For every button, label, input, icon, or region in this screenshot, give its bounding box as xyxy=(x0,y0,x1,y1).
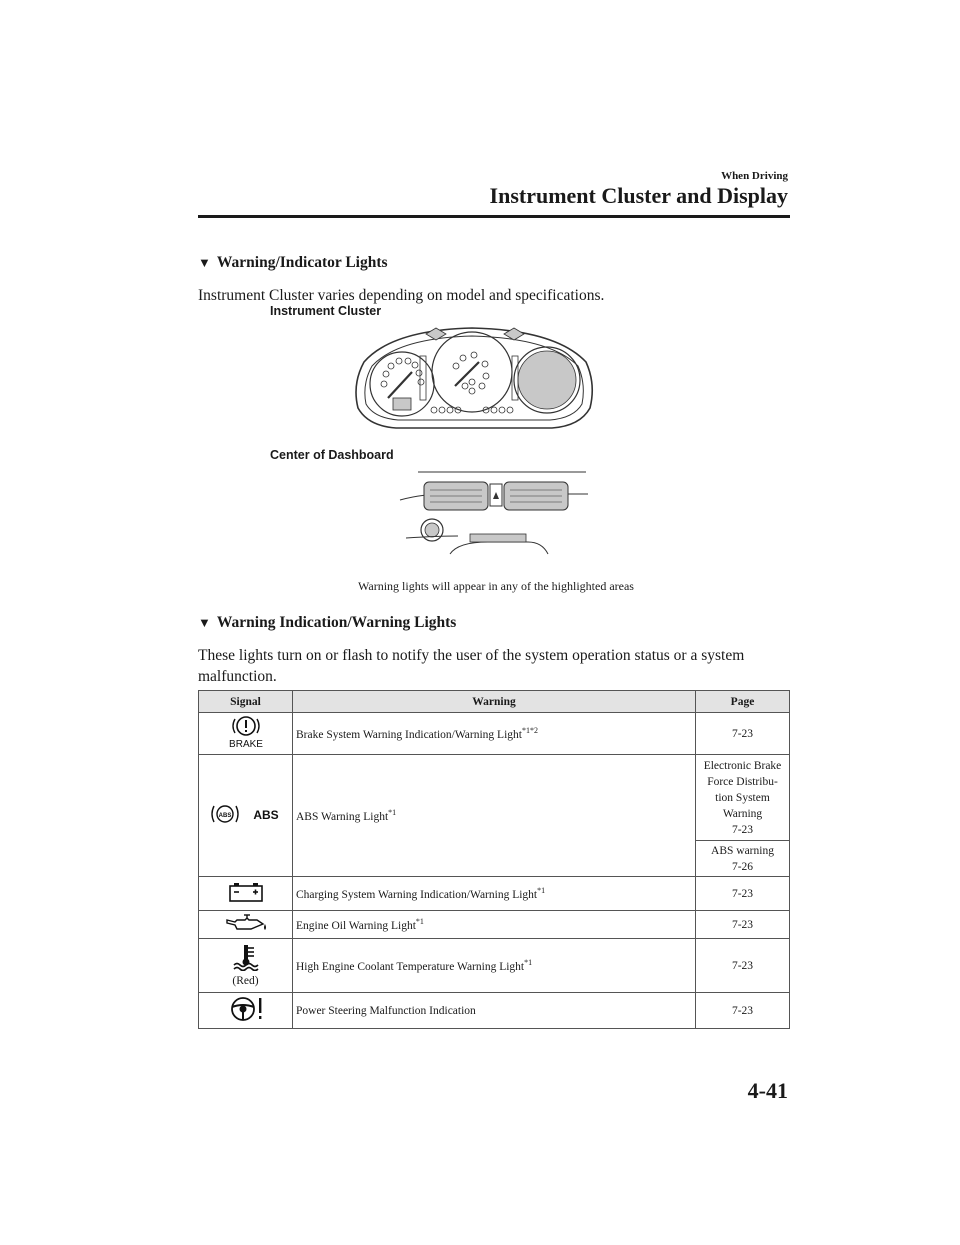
footnote-marker: *1 xyxy=(537,886,546,896)
table-row xyxy=(199,911,790,939)
steering-wheel-icon xyxy=(226,995,266,1023)
signal-cell xyxy=(199,755,293,877)
section-heading-text: Warning/Indicator Lights xyxy=(216,254,388,271)
section-heading-text: Warning Indication/Warning Lights xyxy=(216,614,457,631)
section-name: When Driving xyxy=(721,170,788,182)
warning-text: High Engine Coolant Temperature Warning Light xyxy=(296,960,525,973)
header-rule xyxy=(198,215,790,218)
page-title: Instrument Cluster and Display xyxy=(489,183,788,208)
signal-cell xyxy=(199,993,293,1029)
icon-color-caption: (Red) xyxy=(232,975,259,987)
brake-warning-icon xyxy=(226,715,266,749)
column-header-page: Page xyxy=(696,691,790,713)
coolant-temperature-icon xyxy=(231,943,261,971)
figure-label-center-of-dashboard: Center of Dashboard xyxy=(270,448,394,462)
page-text: ABS warning xyxy=(711,844,774,857)
warning-cell xyxy=(293,993,696,1029)
warning-cell xyxy=(293,713,696,755)
column-header-signal: Signal xyxy=(199,691,293,713)
footnote-marker: *1 xyxy=(415,917,424,927)
signal-cell xyxy=(199,877,293,911)
page-text: 7-26 xyxy=(731,860,754,873)
page-text: Force Distribu- xyxy=(707,775,778,788)
instrument-cluster-illustration xyxy=(352,322,596,436)
svg-text:BRAKE: BRAKE xyxy=(228,739,263,749)
page-cell xyxy=(696,841,790,877)
figure-label-instrument-cluster: Instrument Cluster xyxy=(270,304,382,318)
warning-cell xyxy=(293,877,696,911)
footnote-marker: *1 xyxy=(388,808,397,818)
page-text: Warning xyxy=(722,807,763,820)
signal-cell xyxy=(199,713,293,755)
warning-text: Power Steering Malfunction Indication xyxy=(296,1004,476,1017)
intro-paragraph: Instrument Cluster varies depending on model and specifications. xyxy=(198,287,605,304)
page-text: 7-23 xyxy=(731,823,754,836)
table-row xyxy=(199,755,790,841)
figure-caption: Warning lights will appear in any of the highlighted areas xyxy=(358,579,634,593)
triangle-marker-icon: ▼ xyxy=(198,615,211,630)
abs-warning-icon xyxy=(204,801,288,827)
warning-text: Engine Oil Warning Light xyxy=(296,919,416,932)
triangle-marker-icon: ▼ xyxy=(198,255,211,270)
page-cell: 7-23 xyxy=(696,993,790,1029)
section-heading-warning-indicator-lights xyxy=(198,254,388,272)
warning-cell xyxy=(293,911,696,939)
page-cell: 7-23 xyxy=(696,939,790,993)
section2-paragraph: These lights turn on or flash to notify the user of the system operation status or a system malfunction. xyxy=(198,647,745,685)
warning-text: Charging System Warning Indication/Warning Light xyxy=(296,888,538,901)
svg-text:ABS: ABS xyxy=(218,813,231,819)
footnote-marker: *1 xyxy=(524,958,533,968)
page-text: Electronic Brake xyxy=(703,759,782,772)
page-cell: 7-23 xyxy=(696,713,790,755)
page-text: tion System xyxy=(715,791,770,804)
warning-cell xyxy=(293,755,696,877)
table-header-row xyxy=(199,691,790,713)
table-row xyxy=(199,993,790,1029)
warning-lights-table xyxy=(198,690,790,1029)
warning-cell xyxy=(293,939,696,993)
page-cell xyxy=(696,755,790,841)
table-row xyxy=(199,713,790,755)
battery-icon xyxy=(226,881,266,903)
dashboard-center-illustration xyxy=(398,464,594,560)
table-row xyxy=(199,939,790,993)
section-heading-warning-indication xyxy=(198,614,456,632)
table-row xyxy=(199,877,790,911)
warning-text: ABS Warning Light xyxy=(296,810,389,823)
column-header-warning: Warning xyxy=(293,691,696,713)
page-cell: 7-23 xyxy=(696,911,790,939)
page-number: 4-41 xyxy=(747,1078,788,1103)
oil-can-icon xyxy=(223,914,269,932)
page-cell: 7-23 xyxy=(696,877,790,911)
svg-text:ABS: ABS xyxy=(252,808,279,822)
signal-cell xyxy=(199,911,293,939)
warning-text: Brake System Warning Indication/Warning Light xyxy=(296,728,522,741)
signal-cell xyxy=(199,939,293,993)
footnote-marker: *1*2 xyxy=(521,726,538,736)
